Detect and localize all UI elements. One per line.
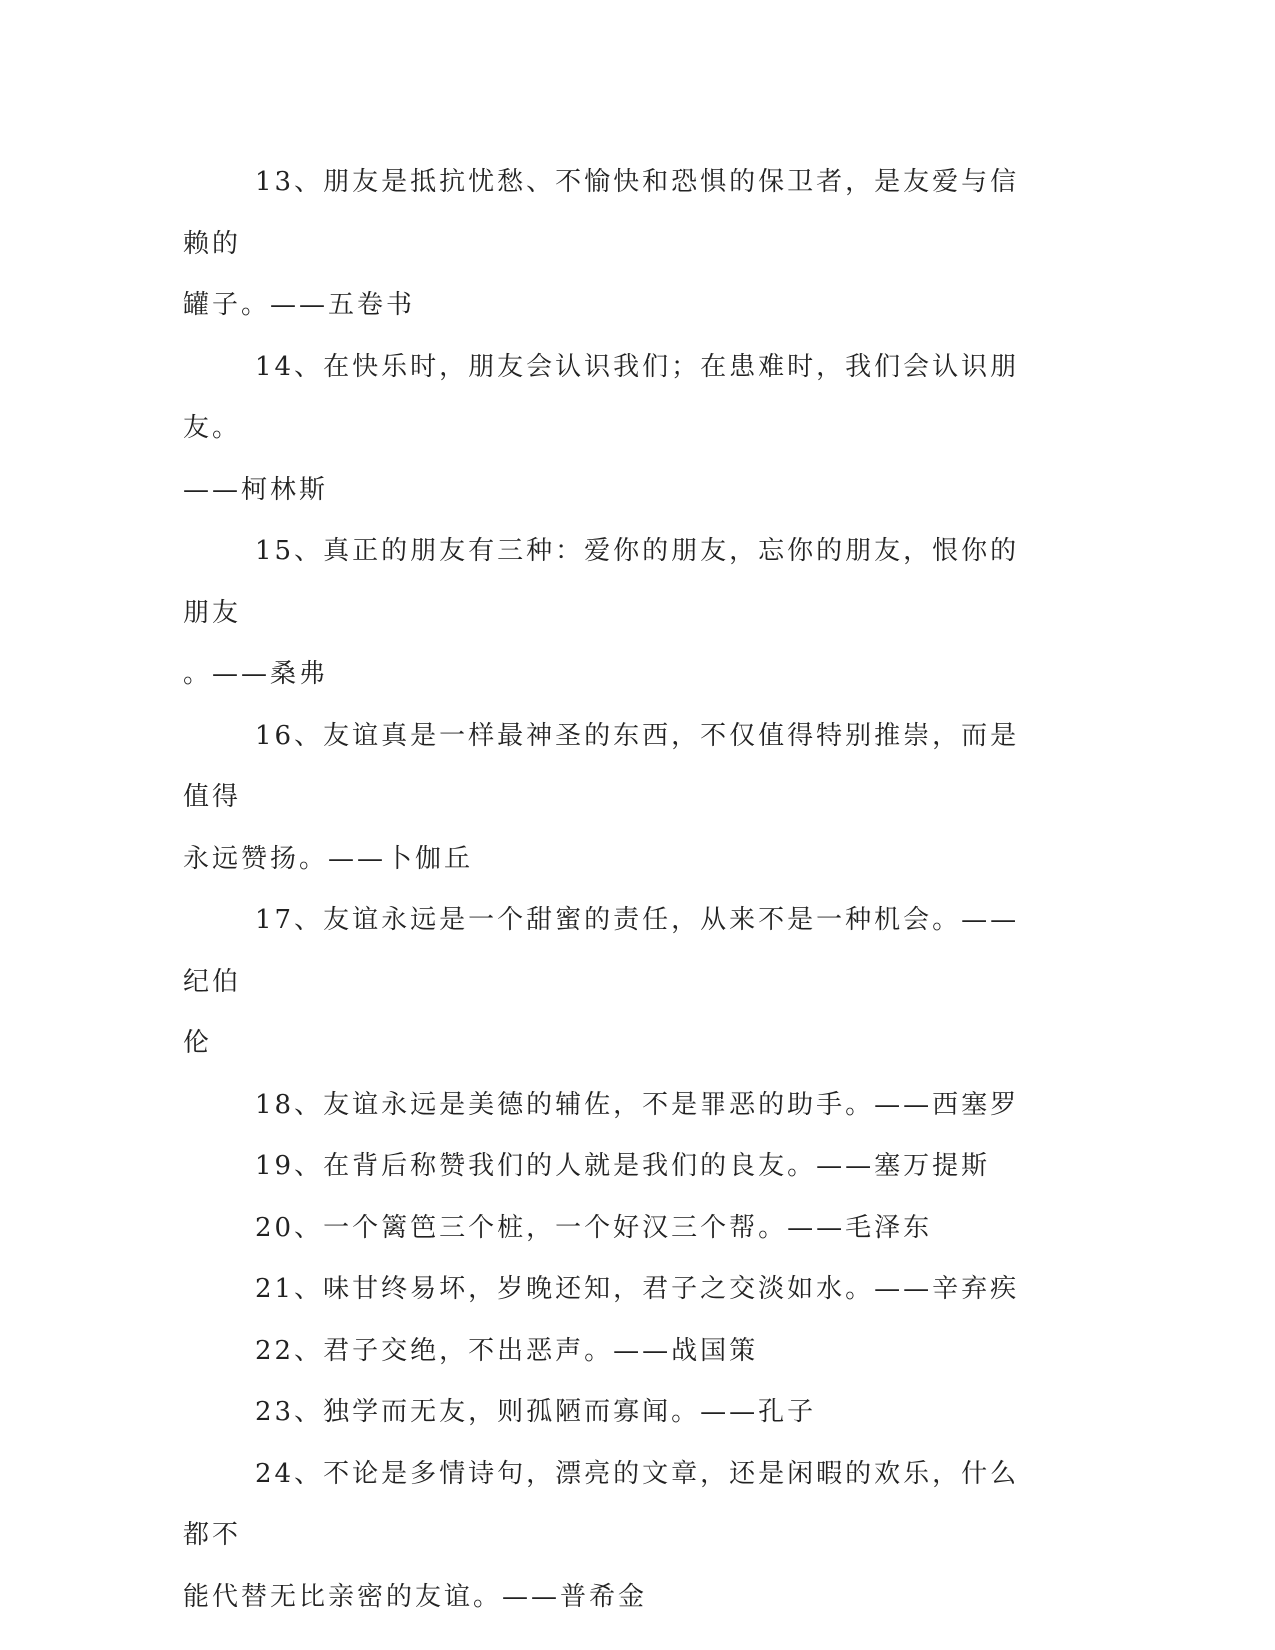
quote-15-line-2: 。——桑弗 — [183, 659, 329, 689]
quote-18 — [183, 1075, 1035, 1137]
quote-16-line-2: 永远赞扬。——卜伽丘 — [183, 843, 474, 874]
quote-17-line-2: 伦 — [183, 1028, 213, 1058]
quote-21 — [183, 1259, 1035, 1321]
quote-14 — [183, 337, 1035, 522]
quote-14-line-2: ——柯林斯 — [183, 474, 329, 505]
quote-24 — [183, 1444, 1035, 1629]
quote-22-line-1: 22、君子交绝，不出恶声。——战国策 — [255, 1335, 759, 1366]
quote-14-line-1: 14、在快乐时，朋友会认识我们；在患难时，我们会认识朋友。 — [183, 351, 1020, 443]
quote-15-line-1: 15、真正的朋友有三种：爱你的朋友，忘你的朋友，恨你的朋友 — [183, 536, 1020, 628]
quote-16-line-1: 16、友谊真是一样最神圣的东西，不仅值得特别推崇，而是值得 — [183, 720, 1020, 812]
quote-13-line-1: 13、朋友是抵抗忧愁、不愉快和恐惧的保卫者，是友爱与信赖的 — [183, 167, 1020, 259]
quote-18-line-1: 18、友谊永远是美德的辅佐，不是罪恶的助手。——西塞罗 — [255, 1089, 1020, 1120]
quote-17-line-1: 17、友谊永远是一个甜蜜的责任，从来不是一种机会。——纪伯 — [183, 905, 1020, 997]
quote-13-line-2: 罐子。——五卷书 — [183, 290, 416, 320]
quote-list — [183, 152, 1035, 1628]
quote-20 — [183, 1198, 1035, 1260]
quote-19 — [183, 1136, 1035, 1198]
quote-13 — [183, 152, 1035, 337]
quote-22 — [183, 1321, 1035, 1383]
quote-20-line-1: 20、一个篱笆三个桩，一个好汉三个帮。——毛泽东 — [255, 1212, 933, 1243]
quote-19-line-1: 19、在背后称赞我们的人就是我们的良友。——塞万提斯 — [255, 1151, 991, 1181]
quote-23 — [183, 1382, 1035, 1444]
quote-16 — [183, 706, 1035, 891]
quote-23-line-1: 23、独学而无友，则孤陋而寡闻。——孔子 — [255, 1397, 817, 1427]
quote-24-line-2: 能代替无比亲密的友谊。——普希金 — [183, 1581, 648, 1612]
quote-15 — [183, 521, 1035, 706]
quote-24-line-1: 24、不论是多情诗句，漂亮的文章，还是闲暇的欢乐，什么都不 — [183, 1458, 1020, 1550]
quote-21-line-1: 21、味甘终易坏，岁晚还知，君子之交淡如水。——辛弃疾 — [255, 1274, 1020, 1304]
quote-17 — [183, 890, 1035, 1075]
